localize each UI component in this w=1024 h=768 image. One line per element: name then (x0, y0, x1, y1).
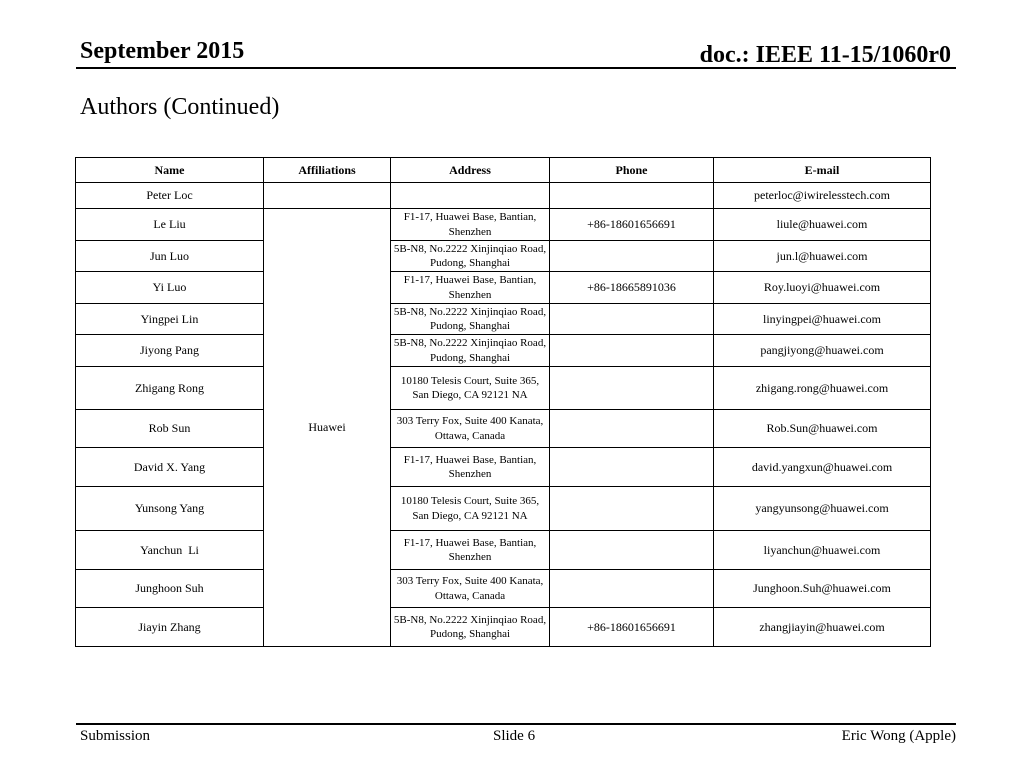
footer-slide-number: Slide 6 (493, 728, 536, 744)
authors-table (75, 157, 931, 647)
author-phone (550, 531, 714, 570)
author-phone (550, 570, 714, 608)
table-row (76, 531, 931, 570)
author-phone (550, 487, 714, 531)
author-email: zhigang.rong@huawei.com (714, 367, 931, 410)
author-name: Jiayin Zhang (76, 608, 264, 647)
author-name: David X. Yang (76, 448, 264, 487)
author-phone (550, 335, 714, 367)
author-address: 303 Terry Fox, Suite 400 Kanata, Ottawa, Canada (391, 570, 550, 608)
author-email: liyanchun@huawei.com (714, 531, 931, 570)
author-email: peterloc@iwirelesstech.com (714, 183, 931, 209)
author-address: F1-17, Huawei Base, Bantian, Shenzhen (391, 272, 550, 304)
author-name: Peter Loc (76, 183, 264, 209)
author-address: F1-17, Huawei Base, Bantian, Shenzhen (391, 531, 550, 570)
page-title: Authors (Continued) (80, 94, 280, 120)
header-date: September 2015 (80, 38, 245, 64)
author-address: 5B-N8, No.2222 Xinjinqiao Road, Pudong, Shanghai (391, 241, 550, 272)
table-row (76, 209, 931, 241)
table-row (76, 448, 931, 487)
table-row (76, 570, 931, 608)
author-email: linyingpei@huawei.com (714, 304, 931, 335)
author-phone: +86-18665891036 (550, 272, 714, 304)
author-phone: +86-18601656691 (550, 209, 714, 241)
author-address (391, 183, 550, 209)
author-phone (550, 183, 714, 209)
footer-divider (76, 723, 956, 725)
author-name: Jun Luo (76, 241, 264, 272)
author-name: Zhigang Rong (76, 367, 264, 410)
column-header-email: E-mail (714, 158, 931, 183)
table-row (76, 335, 931, 367)
author-affiliation (264, 183, 391, 209)
author-address: 5B-N8, No.2222 Xinjinqiao Road, Pudong, Shanghai (391, 335, 550, 367)
column-header-address: Address (391, 158, 550, 183)
author-address: 10180 Telesis Court, Suite 365, San Diego, CA 92121 NA (391, 487, 550, 531)
table-row (76, 608, 931, 647)
author-name: Yi Luo (76, 272, 264, 304)
author-phone (550, 241, 714, 272)
shared-affiliation-cell: Huawei (264, 209, 391, 647)
author-email: jun.l@huawei.com (714, 241, 931, 272)
author-email: liule@huawei.com (714, 209, 931, 241)
table-row (76, 487, 931, 531)
author-phone (550, 448, 714, 487)
author-name: Le Liu (76, 209, 264, 241)
author-email: zhangjiayin@huawei.com (714, 608, 931, 647)
author-phone: +86-18601656691 (550, 608, 714, 647)
column-header-affiliations: Affiliations (264, 158, 391, 183)
author-phone (550, 410, 714, 448)
author-name: Yingpei Lin (76, 304, 264, 335)
author-email: pangjiyong@huawei.com (714, 335, 931, 367)
table-header-row (76, 158, 931, 183)
table-row (76, 272, 931, 304)
table-row (76, 183, 931, 209)
author-email: Junghoon.Suh@huawei.com (714, 570, 931, 608)
footer-author: Eric Wong (Apple) (841, 728, 956, 744)
author-name: Yanchun Li (76, 531, 264, 570)
table-row (76, 304, 931, 335)
table-row (76, 241, 931, 272)
header-divider (76, 67, 956, 69)
author-address: F1-17, Huawei Base, Bantian, Shenzhen (391, 448, 550, 487)
author-address: 10180 Telesis Court, Suite 365, San Diego, CA 92121 NA (391, 367, 550, 410)
footer-submission: Submission (80, 728, 151, 744)
author-email: yangyunsong@huawei.com (714, 487, 931, 531)
author-email: david.yangxun@huawei.com (714, 448, 931, 487)
author-address: F1-17, Huawei Base, Bantian, Shenzhen (391, 209, 550, 241)
table-row (76, 367, 931, 410)
column-header-name: Name (76, 158, 264, 183)
author-phone (550, 367, 714, 410)
header-doc-id: doc.: IEEE 11-15/1060r0 (699, 42, 951, 68)
author-name: Rob Sun (76, 410, 264, 448)
author-address: 303 Terry Fox, Suite 400 Kanata, Ottawa, Canada (391, 410, 550, 448)
author-address: 5B-N8, No.2222 Xinjinqiao Road, Pudong, Shanghai (391, 304, 550, 335)
author-name: Jiyong Pang (76, 335, 264, 367)
column-header-phone: Phone (550, 158, 714, 183)
author-email: Rob.Sun@huawei.com (714, 410, 931, 448)
table-row (76, 410, 931, 448)
author-name: Yunsong Yang (76, 487, 264, 531)
author-email: Roy.luoyi@huawei.com (714, 272, 931, 304)
author-name: Junghoon Suh (76, 570, 264, 608)
author-address: 5B-N8, No.2222 Xinjinqiao Road, Pudong, Shanghai (391, 608, 550, 647)
author-phone (550, 304, 714, 335)
